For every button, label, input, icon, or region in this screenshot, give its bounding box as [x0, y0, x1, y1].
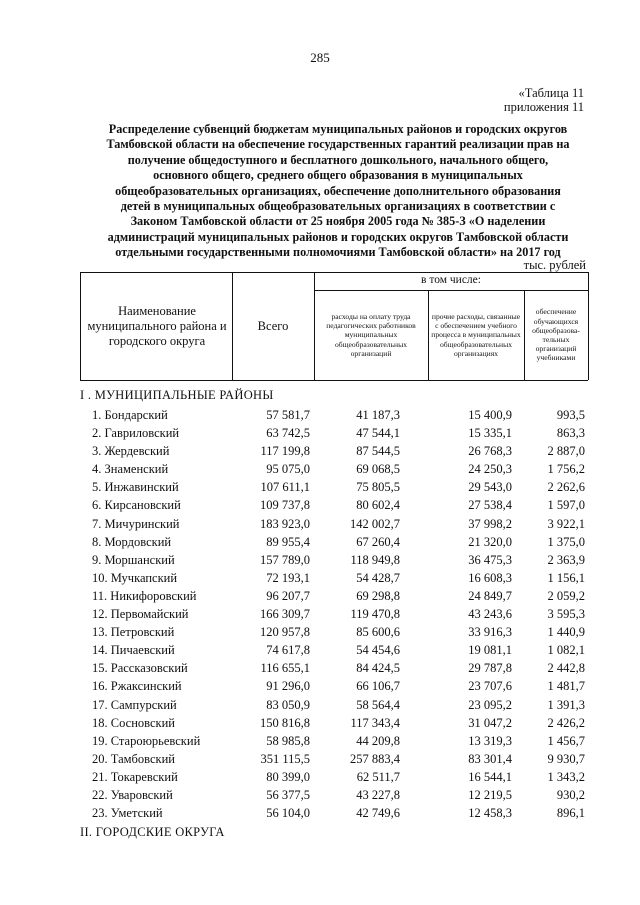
table-row — [0, 408, 640, 426]
table-row — [0, 517, 640, 535]
table-row — [0, 480, 640, 498]
total-value: 72 193,1 — [266, 570, 310, 585]
textbooks-value: 3 922,1 — [547, 516, 585, 531]
table-row — [0, 535, 640, 553]
header-other-expenses: прочие расходы, связанные с обеспечением учебного процесса в муниципальных общеобразовательных организациях — [431, 311, 521, 358]
total-value: 183 923,0 — [260, 516, 310, 531]
table-row — [0, 625, 640, 643]
header-border-right — [588, 272, 589, 380]
total-value: 120 957,8 — [260, 625, 310, 640]
table-body — [0, 408, 640, 824]
header-textbooks: обеспечение обучающихся общеобразова-тельных организаций учебниками — [532, 307, 580, 363]
total-value: 150 816,8 — [260, 715, 310, 730]
total-value: 157 789,0 — [260, 552, 310, 567]
title-line: получение общедоступного и бесплатного дошкольного, начального общего, — [127, 152, 549, 167]
total-value: 83 050,9 — [266, 697, 310, 712]
table-row — [0, 752, 640, 770]
other-expenses-value: 37 998,2 — [468, 516, 512, 531]
district-name: 2. Гавриловский — [92, 426, 180, 441]
district-name: 22. Уваровский — [92, 787, 173, 802]
table-row — [0, 607, 640, 625]
other-expenses-value: 27 538,4 — [468, 498, 512, 513]
total-value: 74 617,8 — [266, 643, 310, 658]
textbooks-value: 863,3 — [556, 426, 585, 441]
district-name: 23. Уметский — [92, 806, 163, 821]
header-in-which: в том числе: — [421, 274, 481, 287]
ped-salary-value: 119 470,8 — [350, 607, 400, 622]
ped-salary-value: 118 949,8 — [350, 552, 400, 567]
title-line: общеобразовательных организациях, обеспечение дополнительного образования — [115, 183, 561, 198]
district-name: 20. Тамбовский — [92, 751, 175, 766]
table-row — [0, 661, 640, 679]
textbooks-value: 1 343,2 — [547, 769, 585, 784]
section-municipal-districts: I . МУНИЦИПАЛЬНЫЕ РАЙОНЫ — [80, 388, 274, 402]
district-name: 17. Сампурский — [92, 697, 177, 712]
total-value: 56 377,5 — [266, 787, 310, 802]
table-header — [80, 272, 588, 382]
textbooks-value: 2 363,9 — [547, 552, 585, 567]
textbooks-value: 3 595,3 — [547, 607, 585, 622]
total-value: 57 581,7 — [266, 408, 310, 422]
header-divider — [428, 290, 429, 380]
title-line: Законом Тамбовской области от 25 ноября 2005 года № 385-З «О наделении — [130, 214, 546, 229]
textbooks-value: 993,5 — [556, 408, 585, 422]
total-value: 96 207,7 — [266, 588, 310, 603]
ped-salary-value: 62 511,7 — [356, 769, 400, 784]
table-row — [0, 698, 640, 716]
other-expenses-value: 83 301,4 — [468, 751, 512, 766]
textbooks-value: 2 262,6 — [547, 480, 585, 495]
table-row — [0, 679, 640, 697]
textbooks-value: 2 887,0 — [547, 444, 585, 459]
other-expenses-value: 26 768,3 — [468, 444, 512, 459]
header-name: Наименование муниципального района и городского округа — [87, 303, 227, 348]
appendix-reference: приложения 11 — [503, 100, 584, 114]
other-expenses-value: 24 849,7 — [468, 588, 512, 603]
total-value: 116 655,1 — [260, 661, 310, 676]
other-expenses-value: 19 081,1 — [468, 643, 512, 658]
title-line: Тамбовской области на обеспечение государственных гарантий реализации прав на — [106, 137, 570, 152]
textbooks-value: 2 442,8 — [547, 661, 585, 676]
ped-salary-value: 75 805,5 — [356, 480, 400, 495]
other-expenses-value: 31 047,2 — [468, 715, 512, 730]
other-expenses-value: 29 787,8 — [468, 661, 512, 676]
other-expenses-value: 13 319,3 — [468, 733, 512, 748]
total-value: 63 742,5 — [266, 426, 310, 441]
table-row — [0, 788, 640, 806]
textbooks-value: 2 059,2 — [547, 588, 585, 603]
ped-salary-value: 69 298,8 — [356, 588, 400, 603]
textbooks-value: 1 156,1 — [547, 570, 585, 585]
textbooks-value: 930,2 — [556, 787, 585, 802]
total-value: 351 115,5 — [260, 751, 310, 766]
district-name: 6. Кирсановский — [92, 498, 181, 513]
district-name: 16. Ржаксинский — [92, 679, 182, 694]
textbooks-value: 1 082,1 — [547, 643, 585, 658]
document-title — [78, 122, 598, 261]
total-value: 56 104,0 — [266, 806, 310, 821]
total-value: 91 296,0 — [266, 679, 310, 694]
table-row — [0, 426, 640, 444]
district-name: 11. Никифоровский — [92, 588, 197, 603]
table-row — [0, 589, 640, 607]
textbooks-value: 1 391,3 — [547, 697, 585, 712]
district-name: 14. Пичаевский — [92, 643, 175, 658]
other-expenses-value: 15 400,9 — [468, 408, 512, 422]
ped-salary-value: 54 454,6 — [356, 643, 400, 658]
textbooks-value: 896,1 — [556, 806, 585, 821]
ped-salary-value: 67 260,4 — [356, 534, 400, 549]
district-name: 4. Знаменский — [92, 462, 169, 477]
textbooks-value: 1 756,2 — [547, 462, 585, 477]
table-row — [0, 734, 640, 752]
district-name: 18. Сосновский — [92, 715, 175, 730]
district-name: 21. Токаревский — [92, 769, 178, 784]
ped-salary-value: 85 600,6 — [356, 625, 400, 640]
other-expenses-value: 23 095,2 — [468, 697, 512, 712]
header-total: Всего — [257, 318, 289, 333]
district-name: 1. Бондарский — [92, 408, 168, 422]
table-row — [0, 553, 640, 571]
total-value: 89 955,4 — [266, 534, 310, 549]
other-expenses-value: 23 707,6 — [468, 679, 512, 694]
district-name: 7. Мичуринский — [92, 516, 180, 531]
district-name: 8. Мордовский — [92, 534, 172, 549]
textbooks-value: 1 481,7 — [547, 679, 585, 694]
page-number: 285 — [310, 50, 330, 65]
title-line: детей в муниципальных общеобразовательных организациях в соответствии с — [120, 199, 556, 214]
total-value: 117 199,8 — [260, 444, 310, 459]
other-expenses-value: 43 243,6 — [468, 607, 512, 622]
header-divider — [524, 290, 525, 380]
total-value: 166 309,7 — [260, 607, 310, 622]
textbooks-value: 1 456,7 — [547, 733, 585, 748]
header-border-left — [80, 272, 81, 380]
ped-salary-value: 54 428,7 — [356, 570, 400, 585]
total-value: 95 075,0 — [266, 462, 310, 477]
district-name: 5. Инжавинский — [92, 480, 179, 495]
other-expenses-value: 12 219,5 — [468, 787, 512, 802]
title-line: основного общего, среднего общего образования в муниципальных — [153, 168, 523, 183]
district-name: 15. Рассказовский — [92, 661, 188, 676]
header-ped-salary: расходы на оплату труда педагогических работников муниципальных общеобразовательных организаций — [326, 311, 416, 358]
ped-salary-value: 84 424,5 — [356, 661, 400, 676]
district-name: 3. Жердевский — [92, 444, 170, 459]
ped-salary-value: 58 564,4 — [356, 697, 400, 712]
units-label: тыс. рублей — [523, 258, 586, 272]
other-expenses-value: 15 335,1 — [468, 426, 512, 441]
total-value: 58 985,8 — [266, 733, 310, 748]
ped-salary-value: 42 749,6 — [356, 806, 400, 821]
table-row — [0, 444, 640, 462]
textbooks-value: 9 930,7 — [547, 751, 585, 766]
ped-salary-value: 43 227,8 — [356, 787, 400, 802]
other-expenses-value: 16 608,3 — [468, 570, 512, 585]
district-name: 9. Моршанский — [92, 552, 175, 567]
ped-salary-value: 66 106,7 — [356, 679, 400, 694]
district-name: 13. Петровский — [92, 625, 175, 640]
total-value: 107 611,1 — [260, 480, 310, 495]
ped-salary-value: 117 343,4 — [350, 715, 400, 730]
ped-salary-value: 142 002,7 — [350, 516, 400, 531]
district-name: 10. Мучкапский — [92, 570, 178, 585]
table-row — [0, 806, 640, 824]
table-reference: «Таблица 11 — [518, 86, 584, 100]
ped-salary-value: 257 883,4 — [350, 751, 400, 766]
title-line: отдельными государственными полномочиями Тамбовской области» на 2017 год — [115, 245, 561, 260]
other-expenses-value: 16 544,1 — [468, 769, 512, 784]
ped-salary-value: 69 068,5 — [356, 462, 400, 477]
other-expenses-value: 33 916,3 — [468, 625, 512, 640]
other-expenses-value: 24 250,3 — [468, 462, 512, 477]
textbooks-value: 1 440,9 — [547, 625, 585, 640]
table-row — [0, 643, 640, 661]
textbooks-value: 2 426,2 — [547, 715, 585, 730]
table-row — [0, 770, 640, 788]
ped-salary-value: 80 602,4 — [356, 498, 400, 513]
other-expenses-value: 29 543,0 — [468, 480, 512, 495]
other-expenses-value: 12 458,3 — [468, 806, 512, 821]
total-value: 80 399,0 — [266, 769, 310, 784]
table-row — [0, 498, 640, 516]
title-line: Распределение субвенций бюджетам муниципальных районов и городских округов — [108, 122, 568, 136]
total-value: 109 737,8 — [260, 498, 310, 513]
title-line: администраций муниципальных районов и городских округов Тамбовской области — [107, 229, 569, 244]
other-expenses-value: 21 320,0 — [468, 534, 512, 549]
table-row — [0, 716, 640, 734]
district-name: 12. Первомайский — [92, 607, 189, 622]
table-row — [0, 571, 640, 589]
table-row — [0, 462, 640, 480]
ped-salary-value: 47 544,1 — [356, 426, 400, 441]
other-expenses-value: 36 475,3 — [468, 552, 512, 567]
ped-salary-value: 41 187,3 — [356, 408, 400, 422]
ped-salary-value: 87 544,5 — [356, 444, 400, 459]
textbooks-value: 1 597,0 — [547, 498, 585, 513]
district-name: 19. Староюрьевский — [92, 733, 201, 748]
section-city-districts: II. ГОРОДСКИЕ ОКРУГА — [80, 825, 225, 839]
header-border-mid — [314, 290, 588, 291]
ped-salary-value: 44 209,8 — [356, 733, 400, 748]
header-border-bottom — [80, 380, 588, 381]
textbooks-value: 1 375,0 — [547, 534, 585, 549]
